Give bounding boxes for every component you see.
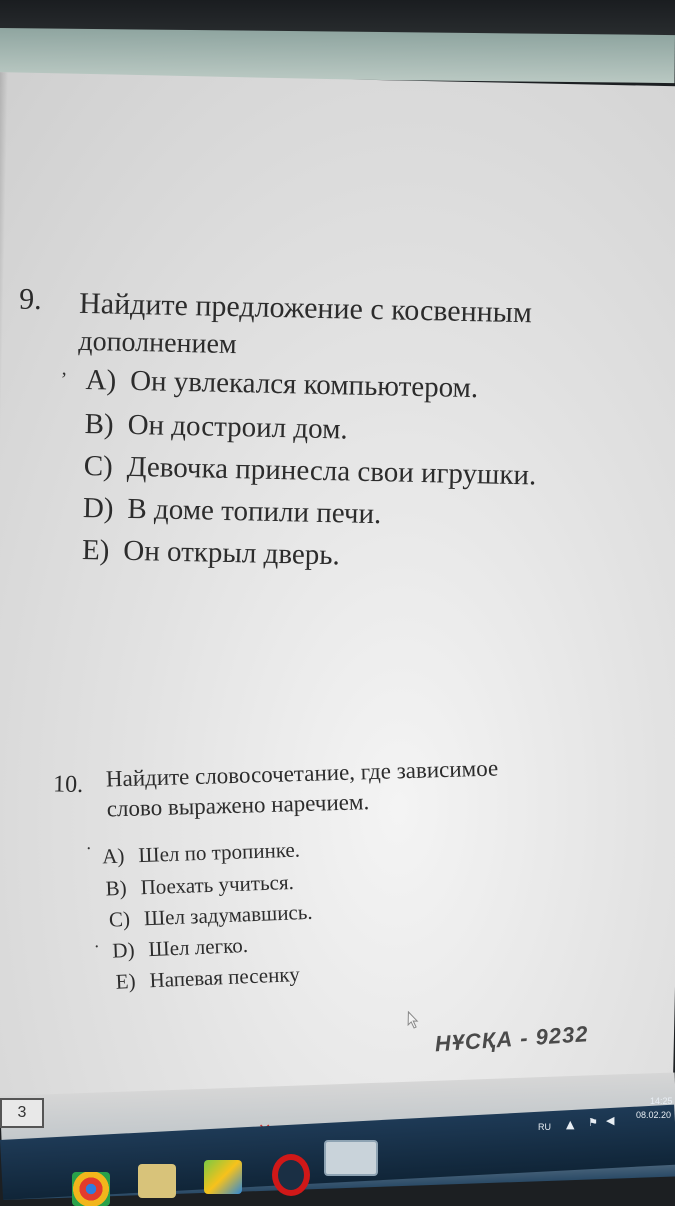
clock-date[interactable]: 08.02.20 [636, 1110, 672, 1120]
question-number: 10. [52, 771, 84, 799]
answer-option-c[interactable] [83, 450, 536, 492]
option-text: Он достроил дом. [127, 408, 349, 446]
answer-option-d[interactable] [112, 933, 249, 964]
music-app-icon[interactable] [138, 1164, 176, 1198]
page-edge-shadow [0, 72, 8, 1112]
answer-option-a[interactable] [102, 838, 301, 870]
clock-time[interactable]: 14:25 [650, 1096, 673, 1106]
mouse-cursor-icon [406, 1011, 420, 1029]
option-letter: A) [101, 843, 125, 869]
option-text: В доме топили печи. [127, 492, 382, 531]
option-letter: E) [81, 533, 110, 567]
option-text: Девочка принесла свои игрушки. [126, 450, 537, 492]
option-letter: C) [108, 906, 131, 932]
pen-mark: · [85, 838, 92, 859]
question-prompt-line: Найдите предложение с косвенным [78, 286, 533, 330]
answer-option-d[interactable] [83, 492, 382, 531]
option-text: Напевая песенку [149, 962, 301, 993]
option-letter: E) [115, 968, 137, 994]
pen-mark: · [93, 936, 100, 957]
option-text: Он увлекался компьютером. [129, 364, 479, 405]
document-page [0, 72, 675, 1126]
option-letter: C) [83, 449, 114, 483]
option-letter: D) [82, 491, 114, 525]
bluestacks-icon[interactable] [204, 1160, 242, 1194]
question-prompt-line: слово выражено наречием. [106, 789, 370, 822]
question-number: 9. [18, 282, 43, 317]
volume-icon[interactable]: ◀ [606, 1114, 615, 1127]
flag-icon[interactable]: ⚑ [588, 1116, 598, 1129]
option-text: Он открыл дверь. [123, 534, 341, 572]
option-letter: B) [84, 407, 114, 441]
answer-option-e[interactable] [82, 534, 340, 572]
window-icon[interactable] [324, 1140, 378, 1176]
pen-mark: , [61, 357, 68, 380]
variant-label: НҰСҚА - 9232 [434, 1021, 590, 1057]
question-prompt-line: Найдите словосочетание, где зависимое [105, 755, 499, 792]
option-letter: A) [85, 363, 117, 397]
option-text: Поехать учиться. [140, 869, 295, 900]
language-indicator[interactable]: RU [538, 1122, 551, 1132]
option-text: Шел легко. [148, 932, 249, 962]
question-prompt-line: дополнением [78, 325, 238, 360]
option-letter: B) [105, 875, 128, 901]
option-text: Шел задумавшись. [143, 899, 314, 931]
option-text: Шел по тропинке. [137, 837, 301, 868]
option-letter: D) [111, 937, 136, 963]
answer-option-b[interactable] [84, 408, 348, 447]
chrome-icon[interactable] [72, 1172, 110, 1206]
opera-icon[interactable] [272, 1154, 310, 1196]
answer-option-a[interactable] [85, 364, 478, 405]
answer-option-e[interactable] [115, 962, 300, 995]
tray-arrow-icon[interactable]: ▲ [566, 1118, 575, 1131]
page-number-box[interactable]: 3 [0, 1098, 44, 1128]
question-prompt [78, 284, 532, 370]
answer-option-c[interactable] [109, 900, 314, 933]
answer-option-b[interactable] [105, 870, 294, 902]
question-prompt [106, 754, 500, 826]
